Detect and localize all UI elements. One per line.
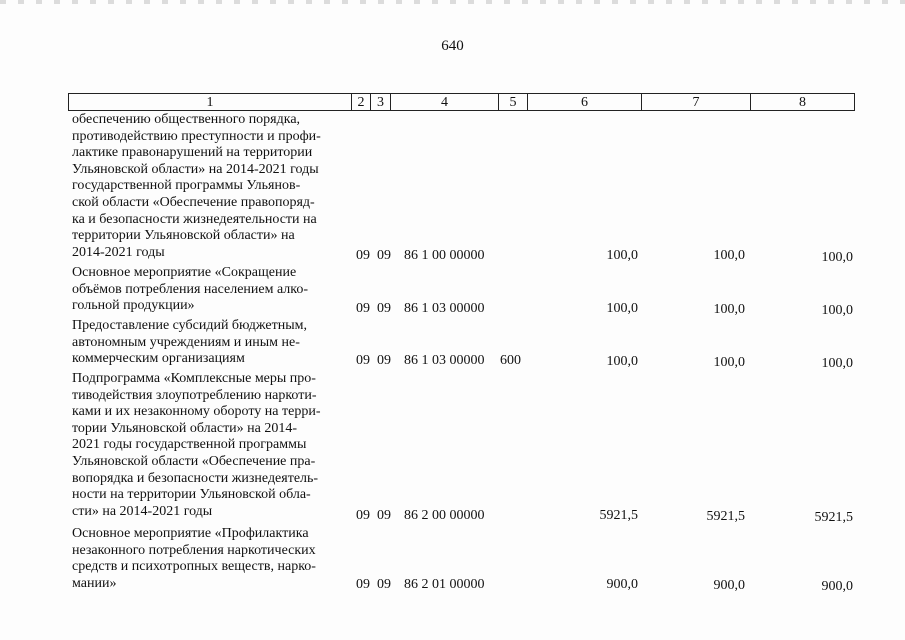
- row-description: Основное мероприятие «Профилактика незаконного потребления наркотических средств и психотропных веществ, нарко- мании»: [72, 526, 316, 591]
- row-target-article: 86 2 01 00000: [404, 577, 485, 592]
- header-col-4: 4: [391, 94, 499, 110]
- row-target-article: 86 1 03 00000: [404, 353, 485, 368]
- header-col-7: 7: [642, 94, 751, 110]
- row-amount-col6: 900,0: [606, 577, 638, 592]
- header-col-3: 3: [371, 94, 391, 110]
- row-amount-col7: 900,0: [713, 578, 745, 593]
- row-description: Подпрограмма «Комплексные меры про- тиводействия злоупотреблению наркоти- ками и их незаконному обороту на терри- тории Ульяновской области» на 2014- 2021 годы государственной программы Ульяновской области «Обеспечение пра- вопорядка и безопасности жизнедеятель- ности на территории Ульяновской обла- сти» на 2014-2021 годы: [72, 371, 321, 519]
- row-section: 09: [356, 248, 370, 263]
- row-subsection: 09: [377, 301, 391, 316]
- row-description: Основное мероприятие «Сокращение объёмов потребления населением алко- гольной продукции»: [72, 265, 309, 314]
- row-section: 09: [356, 353, 370, 368]
- row-subsection: 09: [377, 508, 391, 523]
- row-section: 09: [356, 508, 370, 523]
- row-amount-col8: 100,0: [821, 303, 853, 318]
- row-target-article: 86 2 00 00000: [404, 508, 485, 523]
- row-amount-col8: 100,0: [821, 356, 853, 371]
- row-amount-col6: 100,0: [606, 248, 638, 263]
- row-description: Предоставление субсидий бюджетным, автономным учреждениям и иным не- коммерческим организациям: [72, 318, 308, 367]
- row-amount-col8: 100,0: [821, 250, 853, 265]
- header-col-2: 2: [352, 94, 371, 110]
- row-subsection: 09: [377, 353, 391, 368]
- row-amount-col7: 100,0: [713, 302, 745, 317]
- table-header-row: [68, 93, 855, 111]
- row-amount-col6: 100,0: [606, 354, 638, 369]
- row-amount-col7: 5921,5: [706, 509, 745, 524]
- page-number: 640: [441, 38, 464, 54]
- header-col-6: 6: [528, 94, 642, 110]
- header-col-8: 8: [799, 95, 806, 110]
- row-subsection: 09: [377, 577, 391, 592]
- row-target-article: 86 1 00 00000: [404, 248, 485, 263]
- row-amount-col7: 100,0: [713, 355, 745, 370]
- row-description: обеспечению общественного порядка, противодействию преступности и профи- лактике правонарушений на территории Ульяновской области» на 2014-2021 годы государственной программы Ульянов- ской области «Обеспечение правопоряд- ка и безопасности жизнедеятельности на территории Ульяновской области» на 2014-2021 годы: [72, 112, 321, 260]
- row-subsection: 09: [377, 248, 391, 263]
- header-col-1: 1: [69, 94, 352, 110]
- row-amount-col8: 900,0: [821, 579, 853, 594]
- row-section: 09: [356, 577, 370, 592]
- row-amount-col7: 100,0: [713, 248, 745, 263]
- header-col-5: 5: [499, 94, 528, 110]
- row-amount-col6: 100,0: [606, 301, 638, 316]
- scan-edge: [0, 0, 905, 4]
- row-amount-col6: 5921,5: [599, 508, 638, 523]
- row-expense-type: 600: [500, 353, 521, 368]
- row-amount-col8: 5921,5: [814, 510, 853, 525]
- row-target-article: 86 1 03 00000: [404, 301, 485, 316]
- row-section: 09: [356, 301, 370, 316]
